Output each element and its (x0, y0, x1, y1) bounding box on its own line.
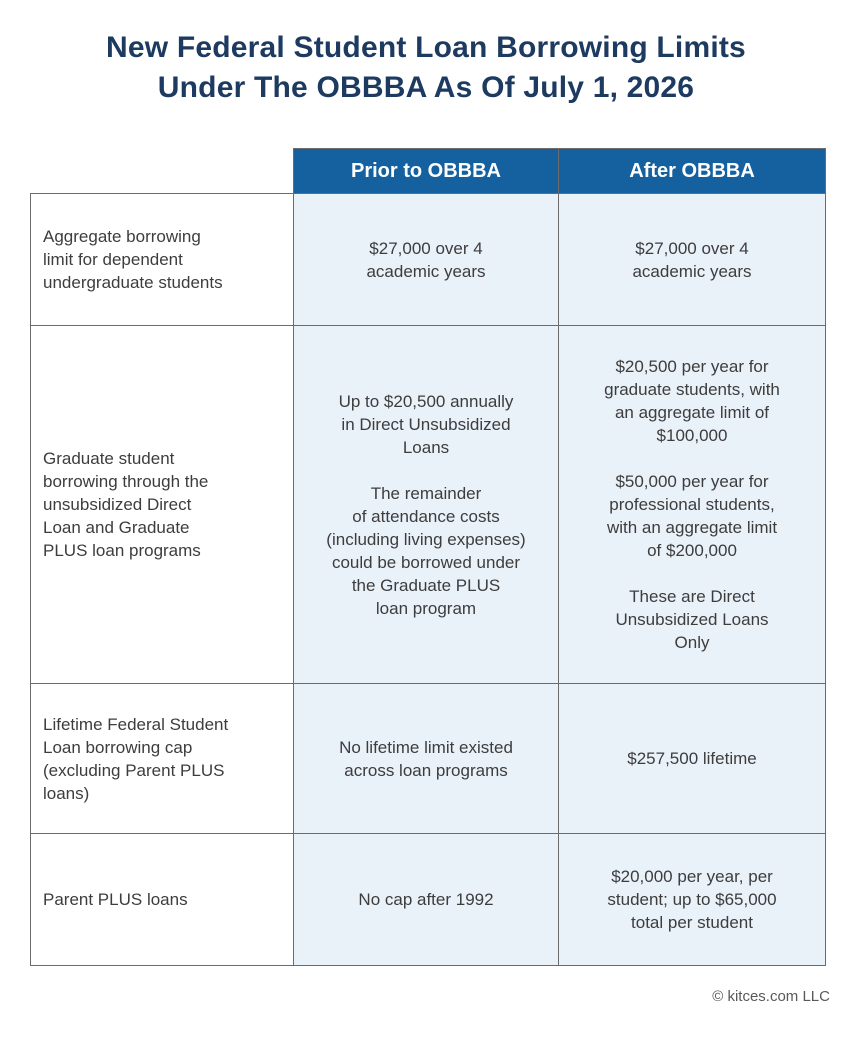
after-cell (559, 684, 826, 834)
cell-paragraph: $20,000 per year, per student; up to $65,000 total per student (607, 867, 777, 932)
infographic-page (0, 28, 852, 1052)
row-label: Graduate student borrowing through the unsubsidized Direct Loan and Graduate PLUS loan programs (31, 326, 294, 684)
after-cell (559, 834, 826, 966)
cell-paragraph: $257,500 lifetime (627, 749, 757, 768)
table-row (31, 834, 826, 966)
row-label: Aggregate borrowing limit for dependent undergraduate students (31, 194, 294, 326)
after-cell (559, 194, 826, 326)
page-title (20, 28, 832, 108)
prior-cell (294, 326, 559, 684)
column-header-prior: Prior to OBBBA (294, 149, 559, 194)
cell-paragraph: $27,000 over 4 academic years (632, 238, 752, 281)
table-row (31, 326, 826, 684)
table-row (31, 194, 826, 326)
page-title-line1: New Federal Student Loan Borrowing Limits (106, 31, 746, 64)
cell-paragraph: These are Direct Unsubsidized Loans Only (615, 587, 769, 652)
row-label: Lifetime Federal Student Loan borrowing cap (excluding Parent PLUS loans) (31, 684, 294, 834)
prior-cell (294, 684, 559, 834)
header-row (31, 149, 826, 194)
prior-cell (294, 834, 559, 966)
cell-paragraph: $20,500 per year for graduate students, with an aggregate limit of $100,000 (604, 357, 780, 445)
cell-paragraph: $27,000 over 4 academic years (366, 238, 486, 281)
cell-paragraph: No lifetime limit existed across loan programs (339, 737, 513, 780)
header-spacer (31, 149, 294, 194)
row-label: Parent PLUS loans (31, 834, 294, 966)
column-header-after: After OBBBA (559, 149, 826, 194)
cell-paragraph: The remainder of attendance costs (including living expenses) could be borrowed under the Graduate PLUS loan program (326, 483, 526, 618)
after-cell (559, 326, 826, 684)
prior-cell (294, 194, 559, 326)
page-title-line2: Under The OBBBA As Of July 1, 2026 (157, 71, 695, 104)
cell-paragraph: No cap after 1992 (358, 890, 494, 909)
cell-paragraph: Up to $20,500 annually in Direct Unsubsidized Loans (338, 391, 514, 457)
cell-paragraph: $50,000 per year for professional students, with an aggregate limit of $200,000 (606, 472, 778, 560)
loan-limits-table (30, 148, 826, 966)
table-body (31, 194, 826, 966)
table-row (31, 684, 826, 834)
copyright-text: © kitces.com LLC (712, 988, 830, 1005)
